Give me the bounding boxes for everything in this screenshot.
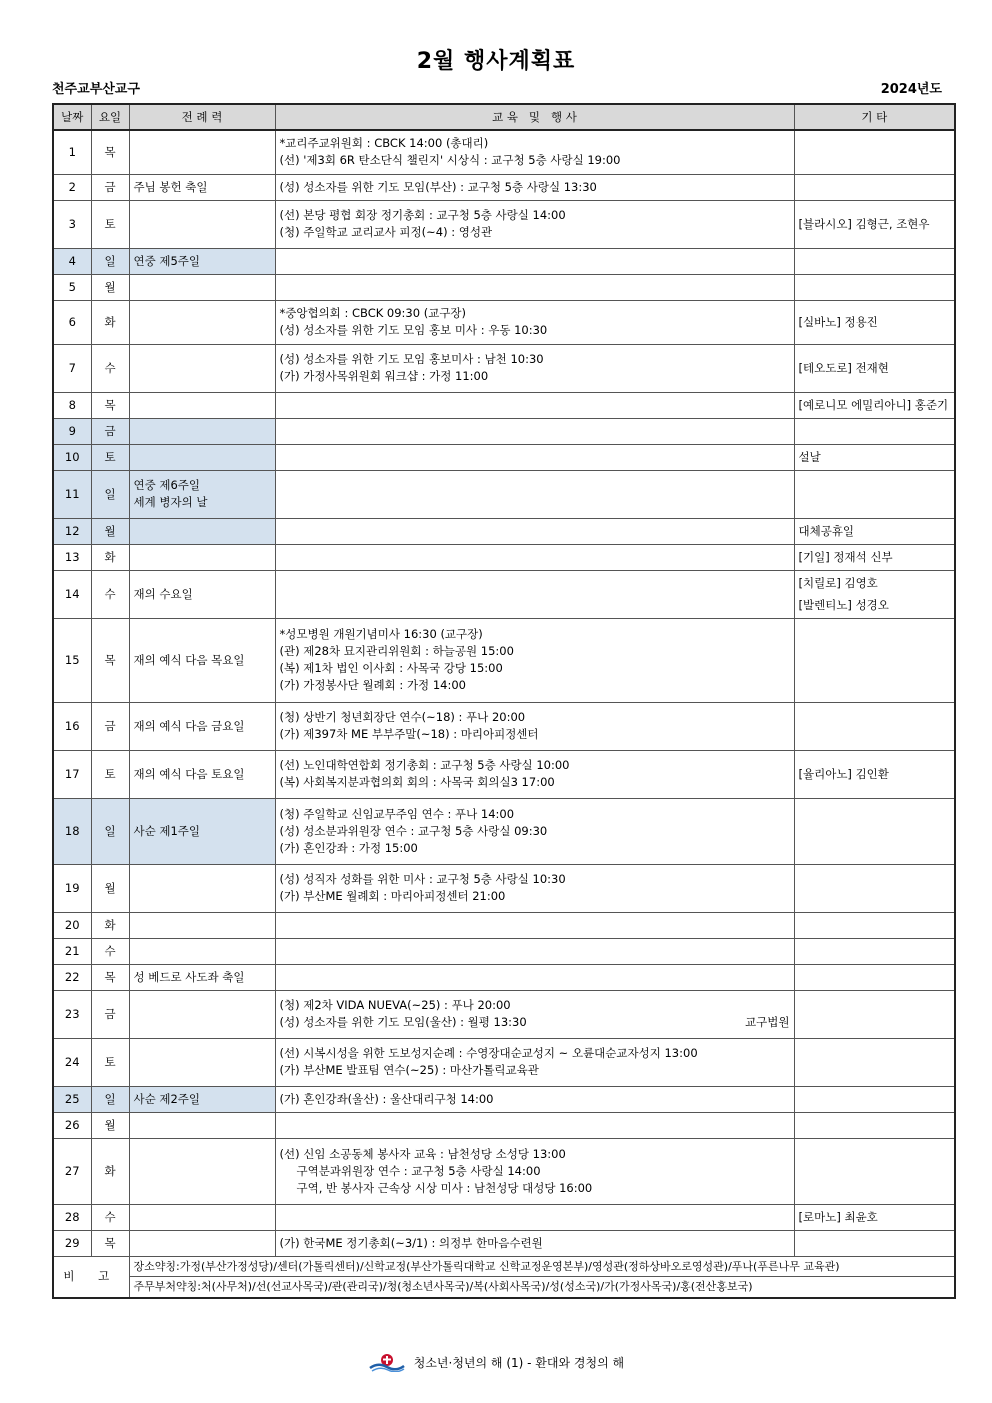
- day-cell: 일: [91, 1086, 129, 1112]
- event-line: (성) 성소자를 위한 기도 모임 홍보미사 : 남천 10:30: [279, 352, 544, 366]
- etc-cell: [794, 544, 955, 570]
- table-row: [53, 300, 955, 344]
- table-row: [53, 544, 955, 570]
- event-line: (가) 혼인강좌 : 가정 15:00: [279, 840, 418, 855]
- day-cell: 토: [91, 750, 129, 798]
- event-line: (가) 제397차 ME 부부주말(~18) : 마리아피정센터: [279, 727, 539, 741]
- date-cell: 16: [53, 702, 91, 750]
- etc-line: [기일] 정재석 신부: [798, 549, 893, 564]
- event-line: (성) 성직자 성화를 위한 미사 : 교구청 5층 사랑실 10:30: [279, 872, 566, 886]
- liturgy-cell: [129, 392, 275, 418]
- events-cell: [275, 1038, 794, 1086]
- etc-cell: [794, 570, 955, 618]
- event-line: *교리주교위원회 : CBCK 14:00 (총대리): [279, 136, 489, 151]
- events-cell: [275, 444, 794, 470]
- event-line: *중앙협의회 : CBCK 09:30 (교구장): [279, 306, 467, 320]
- liturgy-cell: [129, 938, 275, 964]
- events-cell: [275, 470, 794, 518]
- event-line: (가) 가정봉사단 월례회 : 가정 14:00: [279, 678, 466, 692]
- table-row: [53, 200, 955, 248]
- events-cell: [275, 964, 794, 990]
- liturgy-cell: [129, 344, 275, 392]
- day-cell: 일: [91, 248, 129, 274]
- event-line: (가) 부산ME 월례회 : 마리아피정센터 21:00: [279, 889, 506, 903]
- event-line: (청) 상반기 청년회장단 연수(~18) : 푸나 20:00: [279, 710, 526, 724]
- events-cell: [275, 1230, 794, 1256]
- day-cell: 화: [91, 912, 129, 938]
- table-header-row: [53, 104, 955, 130]
- events-cell: [275, 618, 794, 702]
- etc-cell: [794, 990, 955, 1038]
- events-cell: [275, 174, 794, 200]
- table-row: [53, 518, 955, 544]
- liturgy-cell: [129, 274, 275, 300]
- etc-cell: [794, 248, 955, 274]
- table-row: [53, 344, 955, 392]
- event-line: (청) 주일학교 교리교사 피정(~4) : 영성관: [279, 225, 493, 239]
- events-cell: [275, 938, 794, 964]
- notes-row: [53, 1256, 955, 1276]
- etc-cell: [794, 418, 955, 444]
- table-row: [53, 938, 955, 964]
- events-cell: [275, 248, 794, 274]
- event-line: (가) 부산ME 발표팀 연수(~25) : 마산가톨릭교육관: [279, 1063, 539, 1077]
- event-line: (선) 노인대학연합회 정기총회 : 교구청 5층 사랑실 10:00: [279, 758, 570, 772]
- date-cell: 13: [53, 544, 91, 570]
- liturgy-cell: [129, 1138, 275, 1204]
- liturgy-cell: [129, 990, 275, 1038]
- day-cell: 수: [91, 570, 129, 618]
- date-cell: 10: [53, 444, 91, 470]
- event-line: (가) 혼인강좌(울산) : 울산대리구청 14:00: [279, 1091, 494, 1106]
- date-cell: 5: [53, 274, 91, 300]
- date-cell: 9: [53, 418, 91, 444]
- table-row: [53, 864, 955, 912]
- events-cell: [275, 300, 794, 344]
- header-events: 교 육 및 행 사: [275, 104, 794, 130]
- etc-cell: [794, 392, 955, 418]
- etc-cell: [794, 300, 955, 344]
- table-row: [53, 1138, 955, 1204]
- liturgy-cell: 재의 예식 다음 토요일: [129, 750, 275, 798]
- events-cell: [275, 570, 794, 618]
- table-row: [53, 570, 955, 618]
- table-row: [53, 418, 955, 444]
- date-cell: 28: [53, 1204, 91, 1230]
- day-cell: 일: [91, 798, 129, 864]
- etc-cell: [794, 470, 955, 518]
- event-line: 구역분과위원장 연수 : 교구청 5층 사랑실 14:00: [296, 1163, 541, 1178]
- date-cell: 27: [53, 1138, 91, 1204]
- events-cell: [275, 1112, 794, 1138]
- liturgy-cell: 성 베드로 사도좌 축일: [129, 964, 275, 990]
- events-cell: [275, 418, 794, 444]
- date-cell: 20: [53, 912, 91, 938]
- event-location-note: 교구법원: [745, 1015, 790, 1029]
- day-cell: 금: [91, 990, 129, 1038]
- event-line: (가) 가정사목위원회 워크샵 : 가정 11:00: [279, 369, 489, 383]
- event-line: (관) 제28차 묘지관리위원회 : 하늘공원 15:00: [279, 644, 514, 658]
- table-row: [53, 1086, 955, 1112]
- etc-cell: [794, 618, 955, 702]
- date-cell: 29: [53, 1230, 91, 1256]
- table-row: [53, 1112, 955, 1138]
- events-cell: [275, 274, 794, 300]
- date-cell: 18: [53, 798, 91, 864]
- etc-cell: [794, 938, 955, 964]
- day-cell: 토: [91, 1038, 129, 1086]
- date-cell: 21: [53, 938, 91, 964]
- liturgy-cell: [129, 544, 275, 570]
- etc-line: [테오도로] 전재현: [798, 360, 889, 375]
- notes-row: [53, 1276, 955, 1297]
- etc-cell: [794, 1038, 955, 1086]
- events-cell: [275, 1204, 794, 1230]
- date-cell: 24: [53, 1038, 91, 1086]
- liturgy-cell: [129, 1038, 275, 1086]
- notes-place-abbr: 장소약칭:가정(부산가정성당)/센터(가톨릭센터)/신학교정(부산가톨릭대학교 신학교정운영본부)/영성관(정하상바오로영성관)/푸나(푸른나무 교육관): [129, 1256, 955, 1276]
- table-row: [53, 1230, 955, 1256]
- etc-line: 대체공휴일: [798, 523, 855, 538]
- table-row: [53, 248, 955, 274]
- table-row: [53, 912, 955, 938]
- liturgy-cell: 재의 예식 다음 금요일: [129, 702, 275, 750]
- event-line: (청) 주일학교 신임교무주임 연수 : 푸나 14:00: [279, 806, 515, 821]
- etc-cell: [794, 964, 955, 990]
- day-cell: 수: [91, 344, 129, 392]
- day-cell: 목: [91, 964, 129, 990]
- date-cell: 12: [53, 518, 91, 544]
- events-cell: [275, 200, 794, 248]
- day-cell: 목: [91, 392, 129, 418]
- table-row: [53, 1038, 955, 1086]
- day-cell: 월: [91, 274, 129, 300]
- day-cell: 화: [91, 300, 129, 344]
- liturgy-cell: [129, 912, 275, 938]
- etc-cell: [794, 200, 955, 248]
- etc-cell: [794, 174, 955, 200]
- event-line: (복) 사회복지분과협의회 회의 : 사목국 회의실3 17:00: [279, 775, 555, 789]
- etc-line: [로마노] 최윤호: [798, 1209, 878, 1224]
- etc-line: [율리아노] 김인환: [798, 766, 889, 781]
- event-line: (청) 제2차 VIDA NUEVA(~25) : 푸나 20:00: [279, 998, 511, 1012]
- liturgy-cell: [129, 518, 275, 544]
- liturgy-cell: [129, 1204, 275, 1230]
- etc-cell: [794, 1112, 955, 1138]
- liturgy-cell: 재의 수요일: [129, 570, 275, 618]
- event-line: (성) 성소분과위원장 연수 : 교구청 5층 사랑실 09:30: [279, 823, 548, 838]
- etc-cell: [794, 518, 955, 544]
- etc-line: [치릴로] 김영호: [798, 576, 878, 590]
- liturgy-cell: 연중 제5주일: [129, 248, 275, 274]
- year-label: 2024년도: [880, 82, 942, 97]
- table-row: [53, 798, 955, 864]
- date-cell: 4: [53, 248, 91, 274]
- liturgy-cell: [129, 444, 275, 470]
- events-cell: [275, 990, 794, 1038]
- date-cell: 25: [53, 1086, 91, 1112]
- date-cell: 14: [53, 570, 91, 618]
- date-cell: 8: [53, 392, 91, 418]
- events-cell: [275, 912, 794, 938]
- day-cell: 수: [91, 1204, 129, 1230]
- events-cell: [275, 702, 794, 750]
- events-cell: [275, 750, 794, 798]
- table-row: [53, 702, 955, 750]
- etc-cell: [794, 344, 955, 392]
- day-cell: 금: [91, 702, 129, 750]
- footer-slogan: 청소년·청년의 해 (1) - 환대와 경청의 해: [413, 1356, 625, 1370]
- header-etc: 기 타: [794, 104, 955, 130]
- etc-line: 설날: [798, 449, 821, 464]
- etc-cell: [794, 1138, 955, 1204]
- table-row: [53, 964, 955, 990]
- date-cell: 17: [53, 750, 91, 798]
- liturgy-cell: [129, 864, 275, 912]
- table-row: [53, 750, 955, 798]
- diocese-logo-icon: [368, 1352, 406, 1375]
- date-cell: 6: [53, 300, 91, 344]
- events-cell: [275, 1138, 794, 1204]
- etc-cell: [794, 702, 955, 750]
- notes-label: 비 고: [53, 1256, 129, 1298]
- table-row: [53, 990, 955, 1038]
- etc-cell: [794, 1204, 955, 1230]
- day-cell: 일: [91, 470, 129, 518]
- events-cell: [275, 130, 794, 174]
- etc-cell: [794, 1230, 955, 1256]
- date-cell: 11: [53, 470, 91, 518]
- etc-cell: [794, 274, 955, 300]
- date-cell: 1: [53, 130, 91, 174]
- liturgy-cell: 재의 예식 다음 목요일: [129, 618, 275, 702]
- day-cell: 화: [91, 1138, 129, 1204]
- date-cell: 15: [53, 618, 91, 702]
- liturgy-cell: [129, 1112, 275, 1138]
- etc-line: [실바노] 정용진: [798, 314, 878, 329]
- header-liturgy: 전 례 력: [129, 104, 275, 130]
- day-cell: 토: [91, 200, 129, 248]
- schedule-table: [52, 103, 956, 1299]
- events-cell: [275, 798, 794, 864]
- events-cell: [275, 518, 794, 544]
- table-row: [53, 1204, 955, 1230]
- liturgy-cell: 사순 제2주일: [129, 1086, 275, 1112]
- table-row: [53, 444, 955, 470]
- date-cell: 7: [53, 344, 91, 392]
- etc-line: [발렌티노] 성경오: [798, 598, 889, 612]
- event-line: 구역, 반 봉사자 근속상 시상 미사 : 남천성당 대성당 16:00: [296, 1180, 593, 1195]
- table-row: [53, 274, 955, 300]
- header-day: 요일: [91, 104, 129, 130]
- table-row: [53, 618, 955, 702]
- events-cell: [275, 392, 794, 418]
- day-cell: 목: [91, 130, 129, 174]
- event-line: (성) 성소자를 위한 기도 모임(울산) : 월평 13:30: [279, 1015, 527, 1029]
- event-line: *성모병원 개원기념미사 16:30 (교구장): [279, 627, 483, 641]
- date-cell: 2: [53, 174, 91, 200]
- date-cell: 19: [53, 864, 91, 912]
- page-title: 2월 행사계획표: [416, 49, 576, 74]
- event-line: (가) 한국ME 정기총회(~3/1) : 의정부 한마음수련원: [279, 1235, 543, 1250]
- etc-cell: [794, 444, 955, 470]
- header-date: 날짜: [53, 104, 91, 130]
- day-cell: 월: [91, 518, 129, 544]
- event-line: (선) '제3회 6R 탄소단식 챌린지' 시상식 : 교구청 5층 사랑실 19:00: [279, 153, 621, 168]
- etc-cell: [794, 1086, 955, 1112]
- event-line: (성) 성소자를 위한 기도 모임(부산) : 교구청 5층 사랑실 13:30: [279, 179, 597, 194]
- events-cell: [275, 1086, 794, 1112]
- table-row: [53, 392, 955, 418]
- etc-cell: [794, 912, 955, 938]
- etc-line: [예로니모 에밀리아니] 홍준기: [798, 397, 949, 412]
- etc-cell: [794, 130, 955, 174]
- liturgy-cell: [129, 300, 275, 344]
- date-cell: 22: [53, 964, 91, 990]
- day-cell: 월: [91, 864, 129, 912]
- date-cell: 3: [53, 200, 91, 248]
- liturgy-cell: [129, 1230, 275, 1256]
- etc-line: [블라시오] 김형근, 조현우: [798, 216, 930, 231]
- events-cell: [275, 544, 794, 570]
- organization-name: 천주교부산교구: [52, 82, 140, 97]
- liturgy-cell: [129, 418, 275, 444]
- liturgy-cell: 사순 제1주일: [129, 798, 275, 864]
- event-line: (복) 제1차 법인 이사회 : 사목국 강당 15:00: [279, 661, 503, 675]
- day-cell: 화: [91, 544, 129, 570]
- event-line: (성) 성소자를 위한 기도 모임 홍보 미사 : 우동 10:30: [279, 323, 548, 337]
- day-cell: 수: [91, 938, 129, 964]
- liturgy-cell: [129, 200, 275, 248]
- day-cell: 월: [91, 1112, 129, 1138]
- date-cell: 26: [53, 1112, 91, 1138]
- notes-dept-abbr: 주무부처약칭:처(사무처)/선(선교사목국)/관(관리국)/청(청소년사목국)/복(사회사목국)/성(성소국)/가(가정사목국)/홍(전산홍보국): [129, 1276, 955, 1297]
- table-row: [53, 130, 955, 174]
- table-row: [53, 470, 955, 518]
- day-cell: 목: [91, 1230, 129, 1256]
- etc-cell: [794, 750, 955, 798]
- event-line: (선) 본당 평협 회장 정기총회 : 교구청 5층 사랑실 14:00: [279, 208, 566, 222]
- footer: [0, 1352, 992, 1375]
- date-cell: 23: [53, 990, 91, 1038]
- etc-cell: [794, 798, 955, 864]
- day-cell: 금: [91, 174, 129, 200]
- events-cell: [275, 864, 794, 912]
- day-cell: 금: [91, 418, 129, 444]
- events-cell: [275, 344, 794, 392]
- event-line: (선) 시복시성을 위한 도보성지순례 : 수영장대순교성지 ~ 오륜대순교자성지 13:00: [279, 1046, 698, 1060]
- liturgy-cell: 연중 제6주일 세계 병자의 날: [129, 470, 275, 518]
- liturgy-cell: [129, 130, 275, 174]
- day-cell: 토: [91, 444, 129, 470]
- day-cell: 목: [91, 618, 129, 702]
- event-line: (선) 신임 소공동체 봉사자 교육 : 남천성당 소성당 13:00: [279, 1146, 566, 1161]
- liturgy-cell: 주님 봉헌 축일: [129, 174, 275, 200]
- table-row: [53, 174, 955, 200]
- etc-cell: [794, 864, 955, 912]
